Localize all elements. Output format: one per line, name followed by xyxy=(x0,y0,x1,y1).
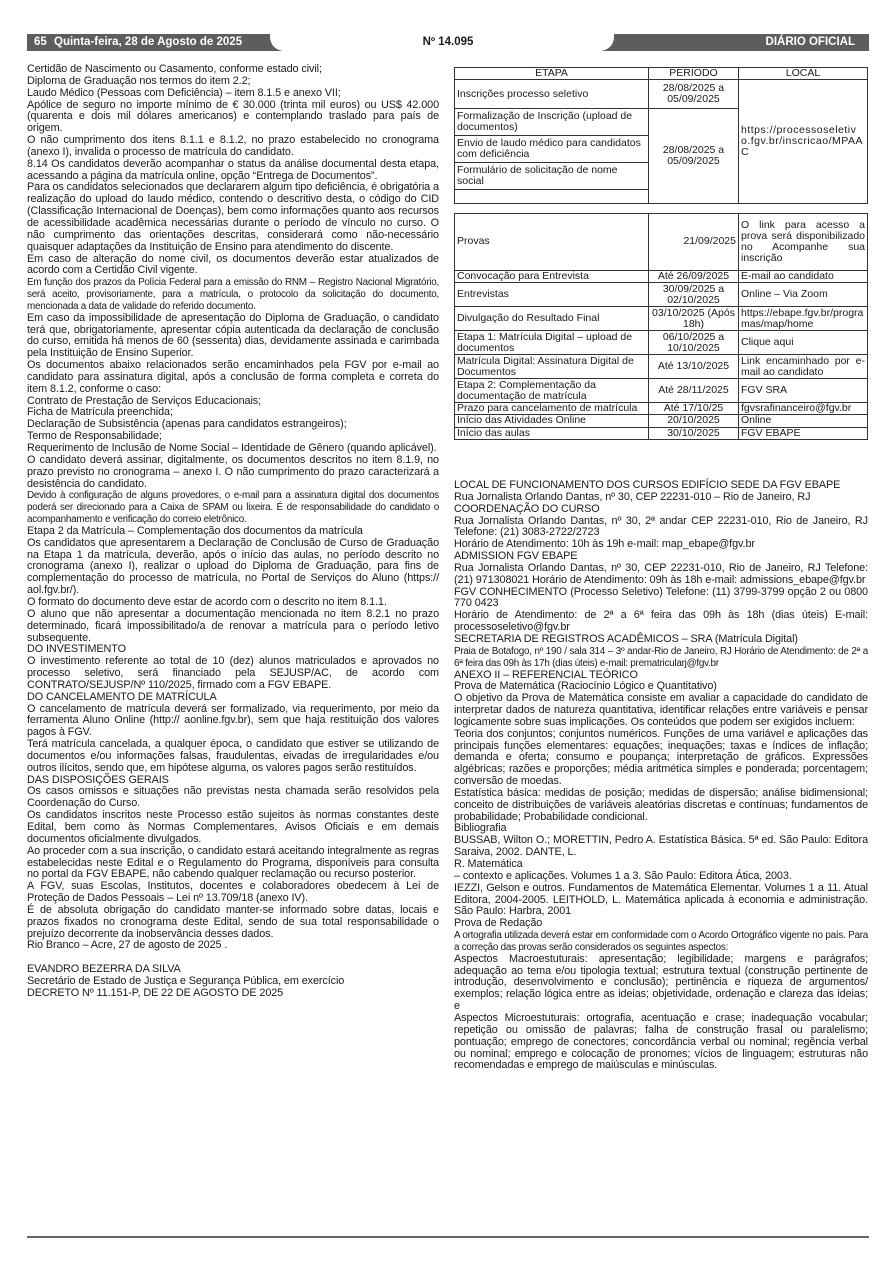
paragraph: Rua Jornalista Orlando Dantas, nº 30, CEP 22231-010, Rio de Janeiro, RJ Telefone: (21) 971308021 Horário de Atendimento: 09h às 18h e-mail: admissions_ebape@fgv.br xyxy=(454,561,868,586)
paragraph: IEZZI, Gelson e outros. Fundamentos de Matemática Elementar. Volumes 1 a 11. Atual Editora, 2004-2005. LEITHOLD, L. Matemática aplicada à economia e administração. São Paulo: Harbra, 2001 xyxy=(454,881,868,918)
table-cell: Início das aulas xyxy=(455,427,649,439)
paragraph: O aluno que não apresentar a documentação mencionada no item 8.2.1 no prazo determinado, ficará impossibilitado/a de renovar a matrícula para o período letivo subsequente. xyxy=(27,607,439,644)
paragraph: 8.14 Os candidatos deverão acompanhar o status da análise documental desta etapa, acessando a página da matrícula online, opção “Entrega de Documentos”. xyxy=(27,157,439,182)
table-cell: 28/08/2025 a 05/09/2025 xyxy=(649,109,739,204)
table-row xyxy=(455,415,868,427)
table-cell: Inscrições processo seletivo xyxy=(455,80,649,109)
paragraph: Diploma de Graduação nos termos do item 2.2; xyxy=(27,74,251,87)
table-cell: Envio de laudo médico para candidatos com deficiência xyxy=(455,136,649,163)
section-title: Prova de Redação xyxy=(454,917,543,930)
schedule-table-1 xyxy=(454,67,868,204)
paragraph: Termo de Responsabilidade; xyxy=(27,430,162,443)
paragraph: Requerimento de Inclusão de Nome Social – Identidade de Gênero (quando aplicável). xyxy=(27,442,437,454)
table-cell: Online – Via Zoom xyxy=(739,283,868,307)
table-cell: Convocação para Entrevista xyxy=(455,271,649,283)
table-cell: 03/10/2025 (Após 18h) xyxy=(649,307,739,331)
signatory-role: Secretário de Estado de Justiça e Segurança Pública, em exercício xyxy=(27,974,345,987)
paragraph: R. Matemática xyxy=(454,858,523,870)
table-row xyxy=(455,403,868,415)
table-cell: Prazo para cancelamento de matrícula xyxy=(455,403,649,415)
table-row xyxy=(455,331,868,355)
paragraph: O objetivo da Prova de Matemática consiste em avaliar a capacidade do candidato de interpretar dados de natureza quantitativa, identificar relações entre variáveis e pensar logicamente sobre suas implicações. Os conteúdos que podem ser exigidos incluem: xyxy=(454,692,868,728)
table-cell: fgvsrafinanceiro@fgv.br xyxy=(739,403,868,415)
paragraph: Declaração de Subsistência (apenas para candidatos estrangeiros); xyxy=(27,418,347,431)
left-column xyxy=(27,64,439,1000)
table-row xyxy=(455,379,868,403)
table-row xyxy=(455,271,868,283)
paragraph: Praia de Botafogo, nº 190 / sala 314 – 3º andar-Rio de Janeiro, RJ Horário de Atendimento: de 2ª a 6ª feira das 09h às 17h (dias úteis) e-mail: prematricularj@fgv.br xyxy=(454,645,868,669)
table-cell: Etapa 1: Matrícula Digital – upload de documentos xyxy=(455,331,649,355)
signatory-decree: DECRETO Nº 11.151-P, DE 22 DE AGOSTO DE 2025 xyxy=(27,986,284,999)
section-title: ANEXO II – REFERENCIAL TEÓRICO xyxy=(454,668,638,681)
paragraph: Ao proceder com a sua inscrição, o candidato estará aceitando integralmente as regras estabelecidas neste Edital e o Regulamento do Programa, disponíveis para consulta no portal da FGV EBAPE, não cabendo qualquer reclamação ou recurso posterior. xyxy=(27,844,439,881)
table-cell: E-mail ao candidato xyxy=(739,271,868,283)
table-cell: Etapa 2: Complementação da documentação de matrícula xyxy=(455,379,649,403)
paragraph: O não cumprimento dos itens 8.1.1 e 8.1.2, no prazo estabelecido no cronograma (anexo I), invalida o processo de matrícula do candidato. xyxy=(27,134,439,158)
paragraph: Horário de Atendimento: 10h às 19h e-mail: map_ebape@fgv.br xyxy=(454,538,755,551)
paragraph: O candidato deverá assinar, digitalmente, os documentos descritos no item 8.1.9, no prazo previsto no cronograma – anexo I. O não cumprimento do prazo caracterizará a desistência do candidato. xyxy=(27,453,439,490)
section-title: COORDENAÇÃO DO CURSO xyxy=(454,502,600,515)
issue-date: Quinta-feira, 28 de Agosto de 2025 xyxy=(54,35,243,48)
paragraph: Em caso da impossibilidade de apresentação do Diploma de Graduação, o candidato terá que, obrigatoriamente, apresentar cópia autenticada da declaração de conclusão do curso, emitida há menos de 60 (sessenta) dias, devidamente assinada e carimbada pela Instituição de Ensino Superior. xyxy=(27,311,439,360)
section-title: DO CANCELAMENTO DE MATRÍCULA xyxy=(27,690,217,703)
paragraph: Estatística básica: medidas de posição; medidas de dispersão; análise bidimensional; conceito de distribuições de variáveis aleatórias discretas e contínuas; fundamentos de probabilidade; Probabilidade condicional. xyxy=(454,786,868,823)
table-header-row xyxy=(455,68,868,80)
section-title: DO INVESTIMENTO xyxy=(27,643,126,656)
paragraph: O formato do documento deve estar de acordo com o descrito no item 8.1.1. xyxy=(27,595,387,608)
local-url-cell: https://processoseletivo.fgv.br/inscricao/MPAAC xyxy=(739,80,868,204)
table-row xyxy=(455,214,868,271)
paragraph: O cancelamento de matrícula deverá ser formalizado, via requerimento, por meio da ferramenta Aluno Online (http:// aonline.fgv.br), sem que haja restituição dos valores pagos à FGV. xyxy=(27,702,439,739)
table-cell: Entrevistas xyxy=(455,283,649,307)
paragraph: Horário de Atendimento: de 2ª a 6ª feira das 09h às 18h (dias úteis) E-mail: processoseletivo@fgv.br xyxy=(454,609,868,634)
paragraph: O investimento referente ao total de 10 (dez) alunos matriculados e aprovados no processo seletivo, será financiado pela SEJUSP/AC, de acordo com CONTRATO/SEJUSP/Nº 110/2025, firmado com a FGV EBAPE. xyxy=(27,655,439,691)
issue-number: Nº 14.095 xyxy=(422,35,474,48)
table-cell: 30/10/2025 xyxy=(649,427,739,439)
paragraph: Rua Jornalista Orlando Dantas, nº 30, CEP 22231-010 – Rio de Janeiro, RJ xyxy=(454,490,811,503)
table-cell: Divulgação do Resultado Final xyxy=(455,307,649,331)
column-header: ETAPA xyxy=(455,68,649,80)
bottom-rule xyxy=(27,1236,869,1238)
paragraph: Os casos omissos e situações não previstas nesta chamada serão resolvidos pela Coordenação do Curso. xyxy=(27,785,439,810)
table-cell: 28/08/2025 a 05/09/2025 xyxy=(649,80,739,109)
section-title: Bibliografia xyxy=(454,822,507,835)
header-center-tab xyxy=(282,34,602,51)
section-title: ADMISSION FGV EBAPE xyxy=(454,550,578,563)
table-cell: Até 28/11/2025 xyxy=(649,379,739,403)
section-title: Prova de Matemática (Raciocínio Lógico e Quantitativo) xyxy=(454,680,717,693)
paragraph: Apólice de seguro no importe mínimo de € 30.000 (trinta mil euros) ou US$ 42.000 (quarenta e dois mil dólares americanos) e contemplando traslado para país de origem. xyxy=(27,98,439,135)
paragraph: Os candidatos inscritos neste Processo estão sujeitos às normas constantes deste Edital, bem como às Normas Complementares, Avisos Oficiais e em demais documentos oficialmente divulgados. xyxy=(27,809,439,845)
table-cell: Matrícula Digital: Assinatura Digital de Documentos xyxy=(455,355,649,379)
paragraph: É de absoluta obrigação do candidato manter-se informado sobre datas, locais e prazos fixados no cronograma deste Edital, sendo de sua total responsabilidade o prejuízo decorrente da inobservância desses dados. xyxy=(27,903,439,940)
table-cell xyxy=(455,190,649,204)
paragraph: Rua Jornalista Orlando Dantas, nº 30, 2ª andar CEP 22231-010, Rio de Janeiro, RJ Telefone: (21) 3083-2722/2723 xyxy=(454,514,868,539)
paragraph: A ortografia utilizada deverá estar em conformidade com o Acordo Ortográfico vigente no país. Para a correção das provas serão considerados os seguintes aspectos: xyxy=(454,930,868,953)
table-cell: Provas xyxy=(455,214,649,271)
paragraph: A FGV, suas Escolas, Institutos, docentes e colaboradores obedecem à Lei de Proteção de Dados Pessoais – Lei nº 13.709/18 (anexo IV). xyxy=(27,880,439,905)
paragraph: Os candidatos que apresentarem a Declaração de Conclusão de Curso de Graduação na Etapa 1 da matrícula, deverão, após o início das aulas, no período descrito no cronograma (anexo I), realizar o upload do Diploma de Graduação, para fins de complementação do processo de matrícula, no Portal de Serviços do Aluno (https:// aol.fgv.br/). xyxy=(27,536,439,597)
paragraph: Em função dos prazos da Polícia Federal para a emissão do RNM – Registro Nacional Migratório, será aceito, provisoriamente, para a matrícula, o protocolo da solicitação do documento, mencionada a data de validade do referido documento. xyxy=(27,277,439,312)
table-cell: O link para acesso a prova será disponibilizado no Acompanhe sua inscrição xyxy=(739,214,868,271)
table-cell: 21/09/2025 xyxy=(649,214,739,271)
paragraph: Certidão de Nascimento ou Casamento, conforme estado civil; xyxy=(27,63,322,75)
table-cell: 06/10/2025 a 10/10/2025 xyxy=(649,331,739,355)
table-cell: Clique aqui xyxy=(739,331,868,355)
table-cell: 20/10/2025 xyxy=(649,415,739,427)
paragraph: Em caso de alteração do nome civil, os documentos deverão estar atualizados de acordo com a Certidão Civil vigente. xyxy=(27,252,439,277)
table-cell: Online xyxy=(739,415,868,427)
table-cell: Formulário de solicitação de nome social xyxy=(455,163,649,190)
paragraph: FGV CONHECIMENTO (Processo Seletivo) Telefone: (11) 3799-3799 opção 2 ou 0800 770 0423 xyxy=(454,585,868,610)
right-column xyxy=(454,480,868,1072)
section-title: Etapa 2 da Matrícula – Complementação dos documentos da matrícula xyxy=(27,524,363,537)
place-date: Rio Branco – Acre, 27 de agosto de 2025 . xyxy=(27,939,228,952)
table-row xyxy=(455,355,868,379)
table-cell: Até 17/10/25 xyxy=(649,403,739,415)
paragraph: Terá matrícula cancelada, a qualquer época, o candidato que estiver se utilizando de documentos e/ou informações falsas, fraudulentas, eivadas de irregularidades e/ou outros ilícitos, sendo que, em hipótese alguma, os valores pagos serão restituídos. xyxy=(27,738,439,774)
page-number: 65 xyxy=(34,35,47,48)
table-cell: FGV EBAPE xyxy=(739,427,868,439)
schedule-table-2 xyxy=(454,213,868,440)
paragraph: Teoria dos conjuntos; conjuntos numéricos. Funções de uma variável e aplicações das principais funções elementares: equações; inequações; taxas e índices de inflação; demanda e oferta; consumo e poupança; interpretação de gráficos. Expressões algébricas; razões e proporções; média aritmética simples e ponderada; porcentagem; conversão de moedas. xyxy=(454,727,868,788)
paragraph: BUSSAB, Wilton O.; MORETTIN, Pedro A. Estatística Básica. 5ª ed. São Paulo: Editora Saraiva, 2002. DANTE, L. xyxy=(454,834,868,859)
paragraph: Devido à configuração de alguns provedores, o e-mail para a assinatura digital dos documentos poderá ser direcionado para a Caixa de SPAM ou lixeira. É de responsabilidade do candidato o acompanhamento e verificação do correio eletrônico. xyxy=(27,490,439,526)
table-cell: Até 13/10/2025 xyxy=(649,355,739,379)
table-row xyxy=(455,427,868,439)
table-row xyxy=(455,283,868,307)
table-row xyxy=(455,80,868,109)
paragraph: Ficha de Matrícula preenchida; xyxy=(27,406,173,419)
paragraph: – contexto e aplicações. Volumes 1 a 3. São Paulo: Editora Ática, 2003. xyxy=(454,869,792,882)
table-cell: https://ebape.fgv.br/programas/map/home xyxy=(739,307,868,331)
paragraph: Os documentos abaixo relacionados serão encaminhados pela FGV por e-mail ao candidato para assinatura digital, após a conclusão de forma completa e correta do item 8.1.2, conforme o caso: xyxy=(27,359,439,395)
table-cell: Início das Atividades Online xyxy=(455,415,649,427)
paragraph: Aspectos Macroestuturais: apresentação; legibilidade; margens e parágrafos; adequação ao tema e/ou tipologia textual; estrutura textual (construção pertinente de introdução, desenvolvimento e conclusão); pertinência e riqueza de argumentos/ exemplos; relação lógica entre as ideias; objetividade, ordenação e clareza das ideias; e xyxy=(454,952,868,1013)
section-title: DAS DISPOSIÇÕES GERAIS xyxy=(27,773,169,786)
section-title: LOCAL DE FUNCIONAMENTO DOS CURSOS EDIFÍCIO SEDE DA FGV EBAPE xyxy=(454,479,841,491)
section-title: SECRETARIA DE REGISTROS ACADÊMICOS – SRA (Matrícula Digital) xyxy=(454,632,798,645)
table-cell: Link encaminhado por e-mail ao candidato xyxy=(739,355,868,379)
page-header xyxy=(27,34,869,51)
publication-title: DIÁRIO OFICIAL xyxy=(765,35,855,48)
table-cell: Até 26/09/2025 xyxy=(649,271,739,283)
table-cell: FGV SRA xyxy=(739,379,868,403)
paragraph: Aspectos Microestuturais: ortografia, acentuação e crase; inadequação vocabular; repetição ou omissão de palavras; falha de construção frasal ou paralelismo; pontuação; emprego de conectores; concordância verbal ou nominal; regência verbal ou nominal; emprego e colocação de pronomes; vícios de linguagem; estruturas não recomendadas e emprego de maiúsculas e minúsculas. xyxy=(454,1011,868,1072)
table-cell: Formalização de Inscrição (upload de documentos) xyxy=(455,109,649,136)
table-cell: 30/09/2025 a 02/10/2025 xyxy=(649,283,739,307)
paragraph: Para os candidatos selecionados que declararem algum tipo deficiência, é obrigatória a realização do upload do laudo médico, contendo o descritivo desta, o código do CID (Classificação Internacional de Doenças), bem como informações quanto aos recursos de acessibilidade acadêmica necessárias durante o período de vínculo no curso. O não cumprimento das orientações descritas, considerará como não-necessário quaisquer adaptações da Instituição de Ensino para atendimento do discente. xyxy=(27,181,439,253)
paragraph: Laudo Médico (Pessoas com Deficiência) – item 8.1.5 e anexo VII; xyxy=(27,86,341,99)
table-row xyxy=(455,307,868,331)
paragraph: Contrato de Prestação de Serviços Educacionais; xyxy=(27,394,261,407)
column-header: LOCAL xyxy=(739,68,868,80)
column-header: PERÍODO xyxy=(649,68,739,80)
signatory-name: EVANDRO BEZERRA DA SILVA xyxy=(27,963,181,976)
